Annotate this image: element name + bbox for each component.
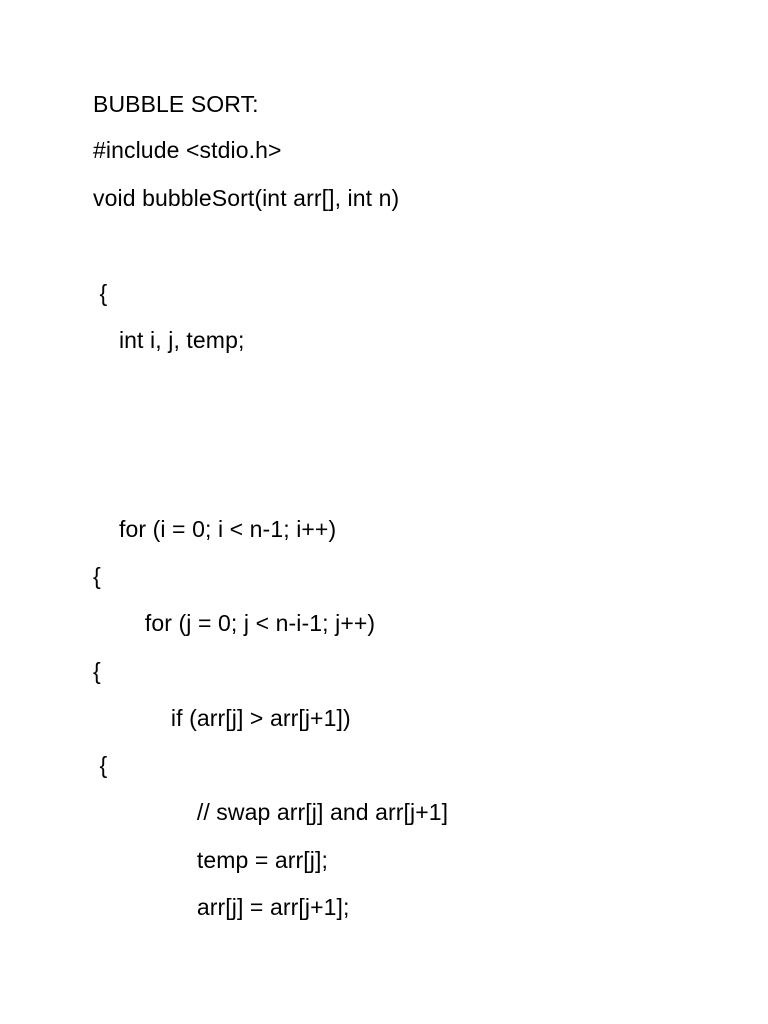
code-line-inner-for: for (j = 0; j < n-i-1; j++) (93, 610, 376, 636)
code-line-open-brace: { (93, 280, 108, 306)
code-line-include: #include <stdio.h> (93, 137, 282, 163)
code-line-declarations: int i, j, temp; (93, 327, 245, 353)
code-line-if-brace: { (93, 752, 108, 778)
document-title: BUBBLE SORT: (93, 91, 259, 117)
code-line-swap-assign: arr[j] = arr[j+1]; (93, 894, 350, 920)
code-line-inner-brace: { (93, 658, 101, 684)
code-line-temp-assign: temp = arr[j]; (93, 847, 328, 873)
code-line-if: if (arr[j] > arr[j+1]) (93, 705, 351, 731)
code-line-outer-for: for (i = 0; i < n-1; i++) (93, 516, 337, 542)
code-line-comment: // swap arr[j] and arr[j+1] (93, 799, 449, 825)
code-line-signature: void bubbleSort(int arr[], int n) (93, 185, 400, 211)
code-line-outer-brace: { (93, 563, 101, 589)
